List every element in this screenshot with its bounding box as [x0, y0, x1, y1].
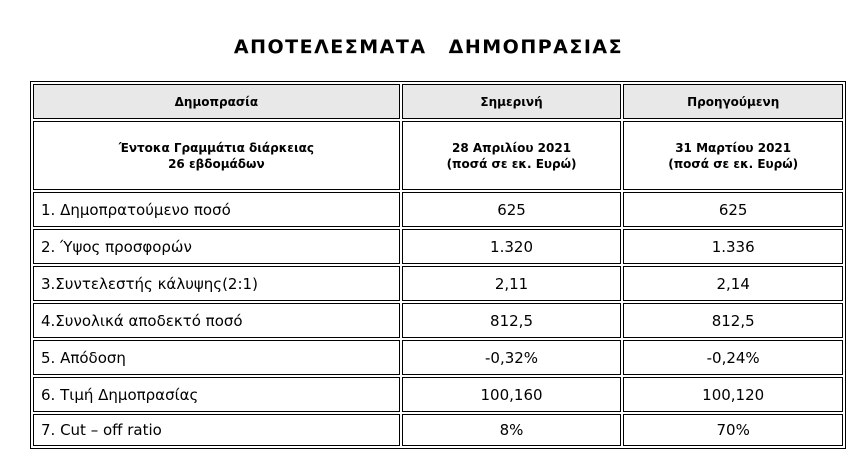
instrument-cell [33, 121, 400, 190]
row-label: 5. Απόδοση [33, 340, 400, 375]
current-unit: (ποσά σε εκ. Ευρώ) [446, 156, 577, 171]
row-previous-value: -0,24% [623, 340, 843, 375]
instrument-line-2: 26 εβδομάδων [168, 156, 265, 171]
current-date: 28 Απριλίου 2021 [451, 140, 572, 155]
previous-date: 31 Μαρτίου 2021 [675, 140, 792, 155]
table-subheader-row [33, 121, 843, 190]
row-label: 4.Συνολικά αποδεκτό ποσό [33, 303, 400, 338]
table-row [33, 229, 843, 264]
row-label: 3.Συντελεστής κάλυψης(2:1) [33, 266, 400, 301]
header-current: Σημερινή [402, 84, 622, 119]
row-previous-value: 100,120 [623, 377, 843, 412]
instrument-line-1: Έντοκα Γραμμάτια διάρκειας [118, 140, 315, 155]
table-row [33, 266, 843, 301]
current-date-cell [402, 121, 622, 190]
row-previous-value: 2,14 [623, 266, 843, 301]
row-current-value: 812,5 [402, 303, 622, 338]
header-previous: Προηγούμενη [623, 84, 843, 119]
page-title: ΑΠΟΤΕΛΕΣΜΑΤΑ ΔΗΜΟΠΡΑΣΙΑΣ [233, 36, 624, 58]
row-current-value: 1.320 [402, 229, 622, 264]
header-auction: Δημοπρασία [33, 84, 400, 119]
row-previous-value: 70% [623, 414, 843, 446]
row-previous-value: 1.336 [623, 229, 843, 264]
row-current-value: 8% [402, 414, 622, 446]
row-current-value: 100,160 [402, 377, 622, 412]
table-row [33, 192, 843, 227]
previous-unit: (ποσά σε εκ. Ευρώ) [668, 156, 799, 171]
row-current-value: 2,11 [402, 266, 622, 301]
row-previous-value: 812,5 [623, 303, 843, 338]
row-current-value: 625 [402, 192, 622, 227]
row-label: 6. Τιμή Δημοπρασίας [33, 377, 400, 412]
row-label: 1. Δημοπρατούμενο ποσό [33, 192, 400, 227]
table-row [33, 414, 843, 446]
row-label: 2. Ύψος προσφορών [33, 229, 400, 264]
table-row [33, 377, 843, 412]
table-row [33, 303, 843, 338]
previous-date-cell [623, 121, 843, 190]
row-label: 7. Cut – off ratio [33, 414, 400, 446]
row-previous-value: 625 [623, 192, 843, 227]
row-current-value: -0,32% [402, 340, 622, 375]
auction-results-table [30, 81, 846, 449]
table-header-row [33, 84, 843, 119]
table-row [33, 340, 843, 375]
